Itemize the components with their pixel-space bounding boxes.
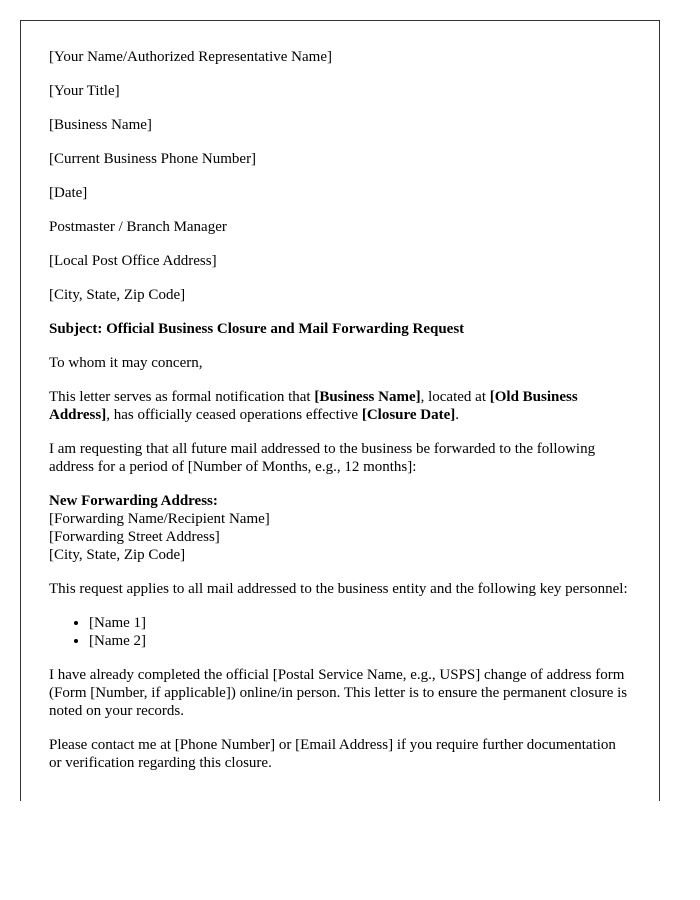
change-of-address-paragraph: I have already completed the official [Postal Service Name, e.g., USPS] change of address form (Form [Number, if applicable]) online/in person. This letter is to ensure the permanent closure is noted on your records. <box>49 667 628 719</box>
recipient: Postmaster / Branch Manager <box>49 219 227 235</box>
post-office-address: [Local Post Office Address] <box>49 253 217 269</box>
subject-line: Subject: Official Business Closure and Mail Forwarding Request <box>49 321 465 337</box>
notification-paragraph: This letter serves as formal notification that [Business Name], located at [Old Business Address], has officially ceased operations effective [Closure Date]. <box>49 389 578 423</box>
contact-paragraph: Please contact me at [Phone Number] or [Email Address] if you require further documentation or verification regarding this closure. <box>49 737 616 771</box>
sender-name: [Your Name/Authorized Representative Name] <box>49 49 332 65</box>
sender-title: [Your Title] <box>49 83 120 99</box>
list-item: • [Name 1] <box>89 614 631 632</box>
forwarding-address-block: New Forwarding Address: [Forwarding Name/Recipient Name] [Forwarding Street Address] [City, State, Zip Code] <box>49 493 270 563</box>
personnel-paragraph: This request applies to all mail addressed to the business entity and the following key personnel: <box>49 581 628 597</box>
letter-body <box>21 21 659 772</box>
business-name: [Business Name] <box>49 117 152 133</box>
forwarding-request-paragraph: I am requesting that all future mail addressed to the business be forwarded to the following address for a period of [Number of Months, e.g., 12 months]: <box>49 441 596 475</box>
letter-page <box>20 20 660 801</box>
business-phone: [Current Business Phone Number] <box>49 151 257 167</box>
date: [Date] <box>49 185 88 201</box>
list-item: • [Name 2] <box>89 632 631 650</box>
salutation: To whom it may concern, <box>49 355 203 371</box>
recipient-city: [City, State, Zip Code] <box>49 287 186 303</box>
personnel-list <box>49 614 631 650</box>
